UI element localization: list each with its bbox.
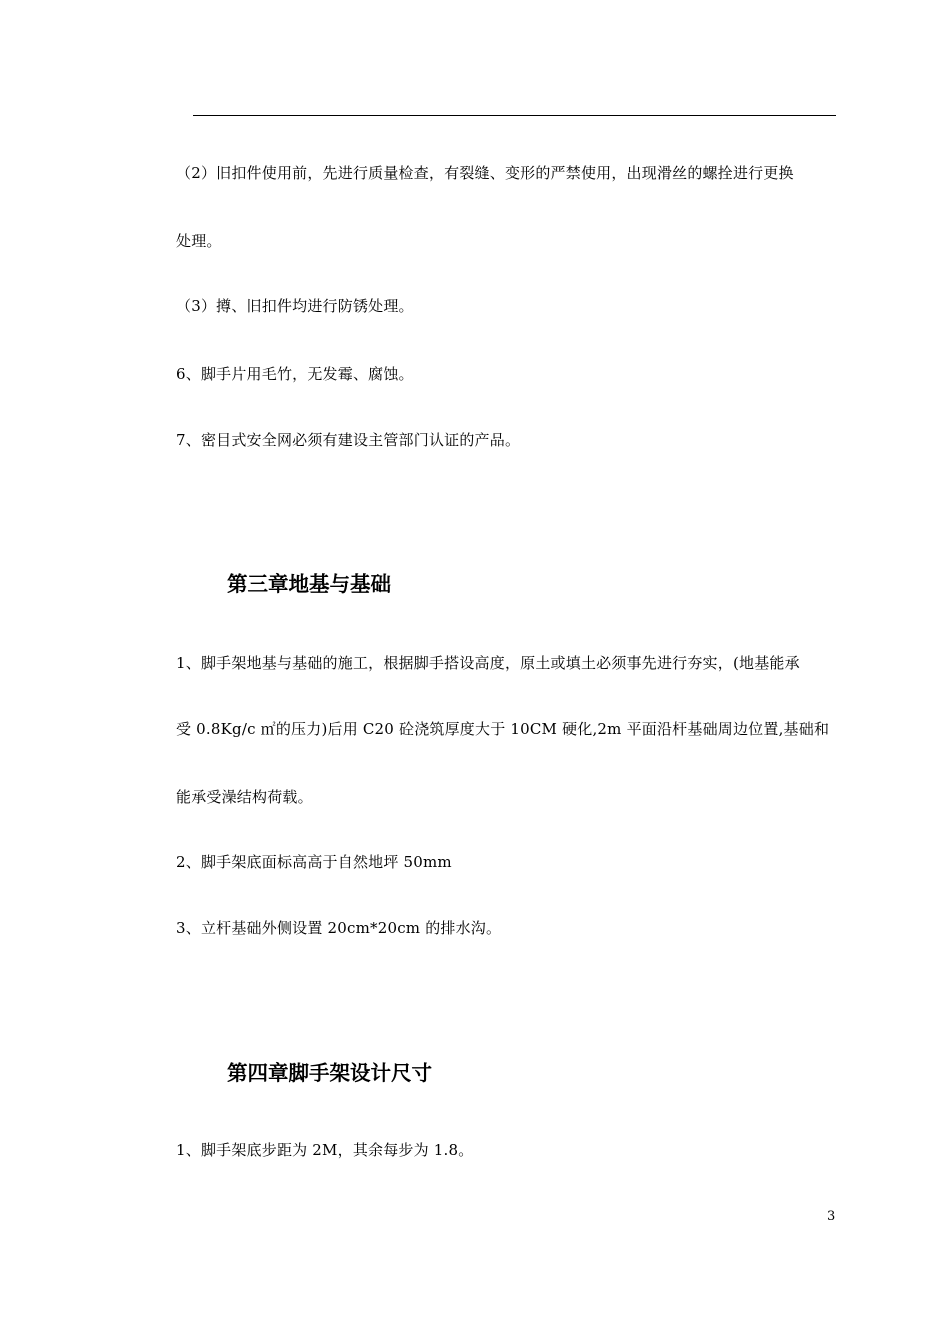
paragraph-line: （3）撙、旧扣件均进行防锈处理。	[176, 297, 414, 315]
header-rule	[193, 115, 836, 116]
paragraph-line: 1、脚手架底步距为 2M，其余每步为 1.8。	[176, 1141, 474, 1159]
paragraph-line: 7、密目式安全网必须有建设主管部门认证的产品。	[176, 431, 521, 449]
paragraph-line: 受 0.8Kg/c ㎡的压力)后用 C20 砼浇筑厚度大于 10CM 硬化,2m 平面沿杆基础周边位置,基础和	[176, 720, 830, 738]
paragraph-line: 1、脚手架地基与基础的施工，根据脚手搭设高度，原土或填土必须事先进行夯实，(地基能承	[176, 654, 800, 672]
paragraph-line: （2）旧扣件使用前，先进行质量检查，有裂缝、变形的严禁使用，出现滑丝的螺拴进行更换	[176, 164, 794, 182]
chapter-3-title: 第三章地基与基础	[227, 572, 391, 596]
chapter-4-title: 第四章脚手架设计尺寸	[227, 1061, 432, 1085]
paragraph-line: 能承受澡结构荷载。	[176, 788, 313, 806]
paragraph-line: 3、立杆基础外侧设置 20cm*20cm 的排水沟。	[176, 919, 502, 937]
paragraph-line: 处理。	[176, 232, 222, 250]
page-number: 3	[827, 1209, 836, 1224]
paragraph-line: 6、脚手片用毛竹，无发霉、腐蚀。	[176, 365, 414, 383]
paragraph-line: 2、脚手架底面标高高于自然地坪 50mm	[176, 853, 452, 871]
